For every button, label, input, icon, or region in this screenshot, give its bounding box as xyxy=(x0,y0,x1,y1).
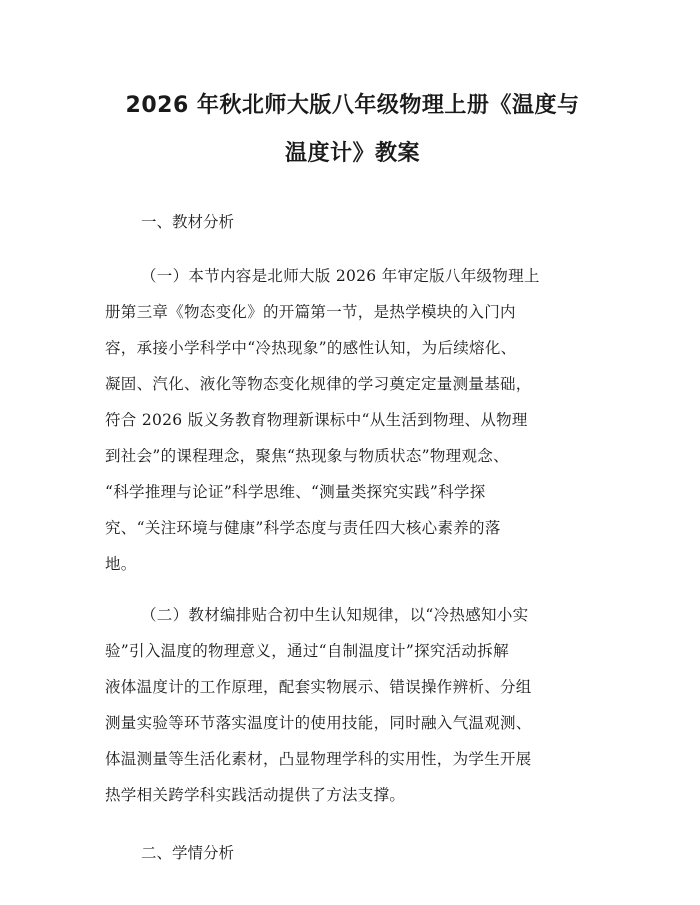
paragraph-section-1-part-1 xyxy=(105,258,600,582)
paragraph-line: 容，承接小学科学中“冷热现象”的感性认知，为后续熔化、 xyxy=(105,339,517,357)
paragraph-line: 热学相关跨学科实践活动提供了方法支撑。 xyxy=(105,786,406,804)
title-line: 2026 年秋北师大版八年级物理上册《温度与 xyxy=(125,93,580,118)
paragraph-line: （一）本节内容是北师大版 2026 年审定版八年级物理上 xyxy=(141,267,540,285)
paragraph-line: 液体温度计的工作原理，配套实物展示、错误操作辨析、分组 xyxy=(105,678,532,696)
paragraph-line: 体温测量等生活化素材，凸显物理学科的实用性，为学生开展 xyxy=(105,750,532,768)
paragraph-line: “科学推理与论证”科学思维、“测量类探究实践”科学探 xyxy=(105,483,486,501)
paragraph-line: 验”引入温度的物理意义，通过“自制温度计”探究活动拆解 xyxy=(105,642,509,660)
paragraph-line: 地。 xyxy=(105,555,137,573)
paragraph-section-1-part-2 xyxy=(105,597,600,813)
paragraph-line: 测量实验等环节落实温度计的使用技能，同时融入气温观测、 xyxy=(105,714,532,732)
title-line: 温度计》教案 xyxy=(284,141,420,166)
document-title xyxy=(105,82,600,178)
paragraph-line: 究、“关注环境与健康”科学态度与责任四大核心素养的落 xyxy=(105,519,501,537)
paragraph-line: 册第三章《物态变化》的开篇第一节，是热学模块的入门内 xyxy=(105,303,516,321)
paragraph-line: （二）教材编排贴合初中生认知规律，以“冷热感知小实 xyxy=(141,606,529,624)
paragraph-line: 符合 2026 版义务教育物理新课标中“从生活到物理、从物理 xyxy=(105,411,528,429)
section-heading-learner-analysis: 二、学情分析 xyxy=(141,844,235,862)
section-heading-textbook-analysis: 一、教材分析 xyxy=(141,213,235,231)
paragraph-line: 凝固、汽化、液化等物态变化规律的学习奠定定量测量基础， xyxy=(105,375,532,393)
paragraph-line: 到社会”的课程理念，聚焦“热现象与物质状态”物理观念、 xyxy=(105,447,509,465)
